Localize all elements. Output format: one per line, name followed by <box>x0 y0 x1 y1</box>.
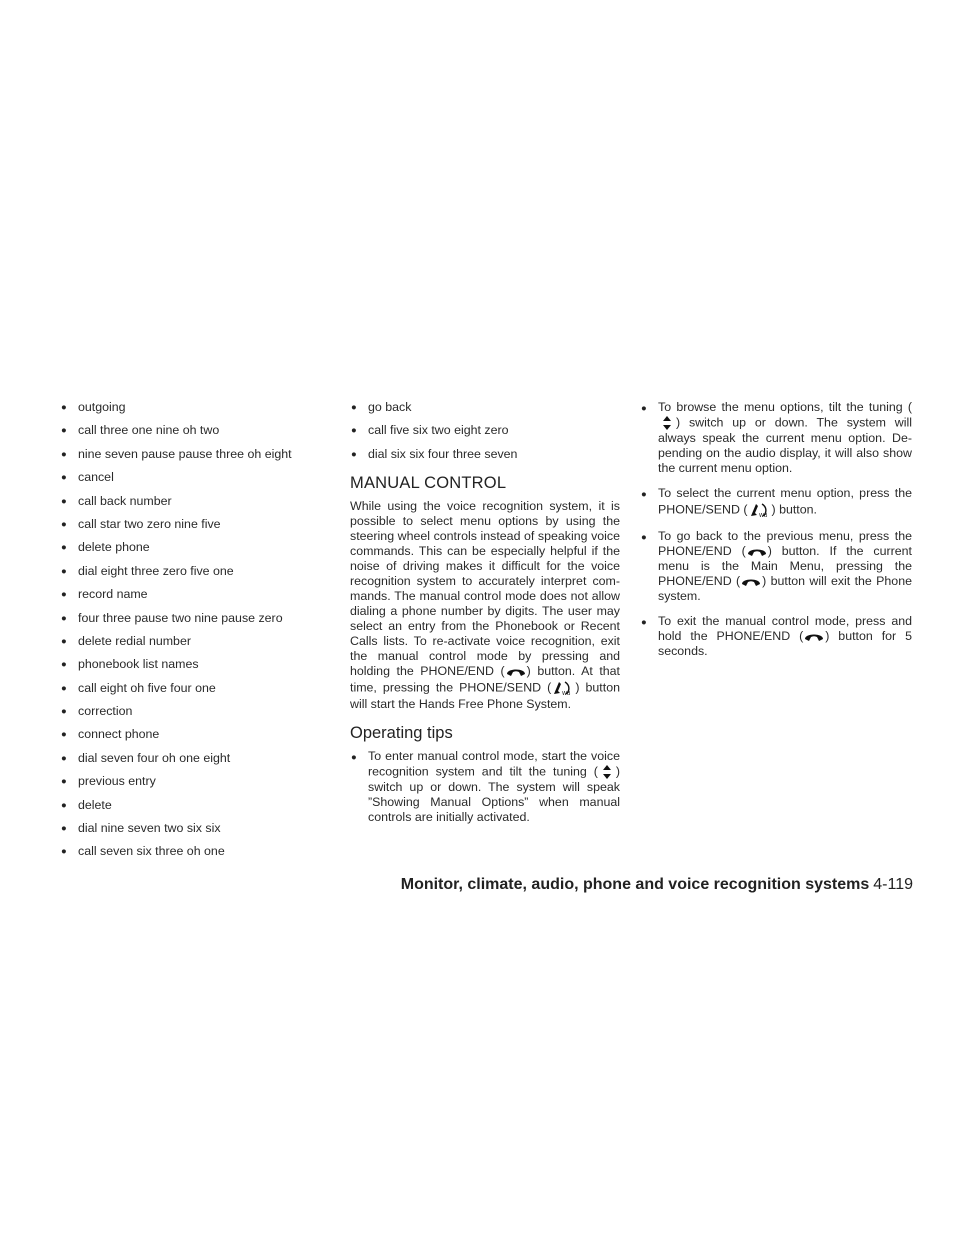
phone-end-icon <box>746 545 768 559</box>
page-number: 4-119 <box>873 876 913 893</box>
list-item: ● dial eight three zero five one <box>60 564 310 579</box>
command-list-1 <box>60 400 310 859</box>
list-item: ● previous entry <box>60 774 310 789</box>
list-item <box>640 529 912 604</box>
phone-send-icon <box>748 501 772 519</box>
page-footer <box>401 876 913 894</box>
list-item: ● call eight oh five four one <box>60 681 310 696</box>
column-1 <box>60 400 310 868</box>
phone-end-icon <box>505 665 527 679</box>
list-item: ● call star two zero nine five <box>60 517 310 532</box>
list-item: ● delete <box>60 798 310 813</box>
paragraph-text: While using the voice recognition system, it is possible to select menu options by using the steering wheel controls instead of speaking voice commands. This can be especially helpful if the noise of driving makes it difficult for the voice recognition system to accurately interpret com-mands. The manual control mode does not allow dialing a phone number by digits. The user may select an entry from the Phonebook or Recent Calls lists. To re-activate voice recognition, exit the manual control mode by pressing and holding the PHONE/END ( <box>350 498 620 678</box>
list-item <box>640 614 912 659</box>
list-item: ● call back number <box>60 494 310 509</box>
command-list-2 <box>350 400 620 462</box>
list-item <box>640 486 912 519</box>
operating-tips-heading: Operating tips <box>350 723 453 742</box>
column-2 <box>350 400 620 835</box>
tip-text: To select the current menu option, press the PHONE/SEND ( <box>658 486 912 517</box>
list-item: ● cancel <box>60 470 310 485</box>
tip-text: ) button will exit the Phone system. <box>658 574 912 603</box>
list-item: ● call five six two eight zero <box>350 423 620 438</box>
tip-text: To browse the menu options, tilt the tuning ( <box>658 400 912 414</box>
column-3 <box>640 400 912 669</box>
list-item: ● delete phone <box>60 540 310 555</box>
tip-text: ) switch up or down. The system will speak ”Showing Manual Options” when manual controls are initially activated. <box>368 764 620 824</box>
manual-control-heading: MANUAL CONTROL <box>350 473 507 492</box>
list-item: ● correction <box>60 704 310 719</box>
tip-text: ) switch up or down. The system will always speak the current menu option. De-pending on the audio display, it will also show the current menu option. <box>658 415 912 475</box>
list-item: ● dial seven four oh one eight <box>60 751 310 766</box>
phone-end-icon <box>803 630 825 644</box>
list-item: ● go back <box>350 400 620 415</box>
list-item: ● call three one nine oh two <box>60 423 310 438</box>
list-item: ● nine seven pause pause three oh eight <box>60 447 310 462</box>
tip-text: ) button for 5 seconds. <box>658 629 912 658</box>
list-item: ● dial nine seven two six six <box>60 821 310 836</box>
svg-text:WB: WB <box>758 513 767 519</box>
list-item <box>350 749 620 825</box>
manual-control-paragraph <box>350 499 620 712</box>
list-item: ● call seven six three oh one <box>60 844 310 859</box>
paragraph-text: ) button will start the Hands Free Phone System. <box>350 680 620 711</box>
list-item: ● delete redial number <box>60 634 310 649</box>
tip-text: To exit the manual control mode, press and hold the PHONE/END ( <box>658 614 912 643</box>
svg-text:WB: WB <box>562 690 571 697</box>
list-item: ● connect phone <box>60 727 310 742</box>
tips-list-2 <box>640 400 912 659</box>
list-item: ● phonebook list names <box>60 657 310 672</box>
list-item: ● dial six six four three seven <box>350 447 620 462</box>
list-item <box>640 400 912 476</box>
list-item: ● record name <box>60 587 310 602</box>
tip-text: To enter manual control mode, start the voice recognition system and tilt the tuning ( <box>368 748 620 779</box>
tip-text: To go back to the previous menu, press the PHONE/END ( <box>658 529 912 558</box>
tuning-switch-icon <box>658 415 676 431</box>
tip-text: ) button. <box>771 502 817 517</box>
tuning-switch-icon <box>598 764 616 780</box>
list-item: ● outgoing <box>60 400 310 415</box>
tips-list-1 <box>350 749 620 825</box>
phone-end-icon <box>740 575 762 589</box>
list-item: ● four three pause two nine pause zero <box>60 611 310 626</box>
phone-send-icon <box>551 679 575 697</box>
section-title: Monitor, climate, audio, phone and voice recognition systems <box>400 876 870 893</box>
paragraph-text: ) button. At that time, pressing the PHONE/SEND ( <box>350 663 620 695</box>
tip-text: ) button. If the current menu is the Main Menu, pressing the PHONE/END ( <box>658 544 912 588</box>
